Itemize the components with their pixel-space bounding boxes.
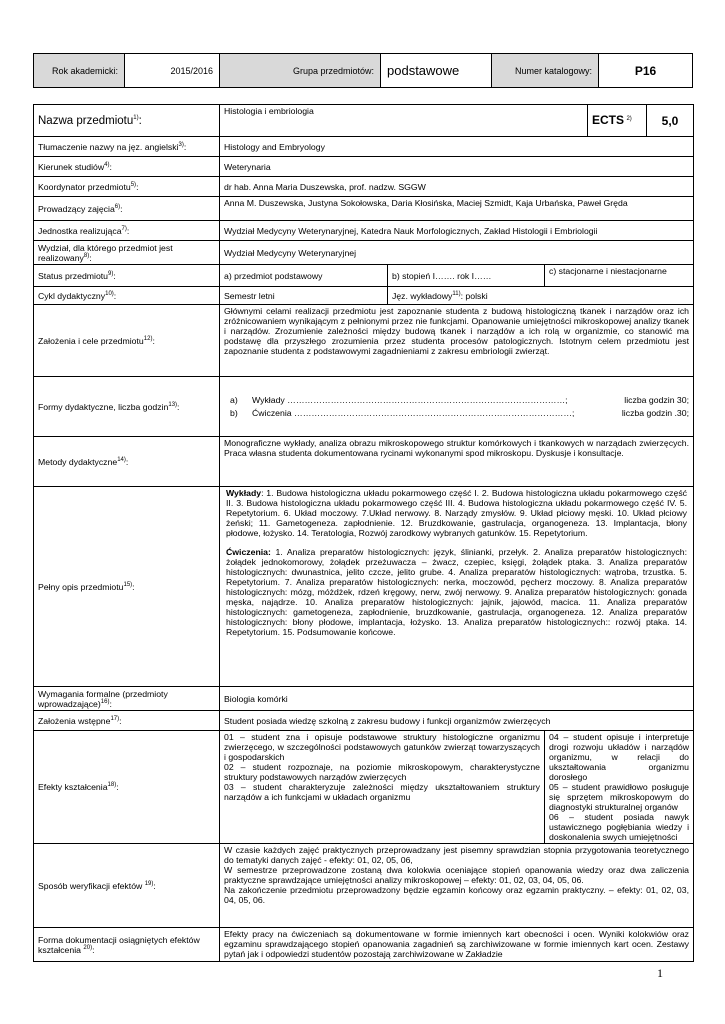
metody-value: Monograficzne wykłady, analiza obrazu mikroskopowego struktur komórkowych i tkankowych w narządach zwierzęcych. Praca własna studenta dokumentowana rycinami wykonanymi spod mikroskopu. Dyskusje i konsultacje.	[220, 437, 694, 487]
kierunek-label: Kierunek studiów	[38, 161, 105, 172]
header-table	[33, 53, 693, 88]
zalozenia-wst-label: Założenia wstępne	[38, 715, 111, 726]
forma-dok-value: Efekty pracy na ćwiczeniach są dokumentowane w formie imiennych kart obecności i ocen. Wyniki kolokwiów oraz egzaminu sprawdzającego stopień opanowania zagadnień są zarchiwizowane w formie imiennych kart ocen. Zestawy pytań jak i odpowiedzi studentów pozostają zarchiwizowane w Zakładzie	[220, 928, 694, 962]
formy-item-cwiczenia: b) Ćwiczenia ……………………………………………………………………………………; liczba godzin .30;	[230, 408, 690, 418]
wydzial-value: Wydział Medycyny Weterynaryjnej	[220, 241, 694, 265]
ects-label: ECTS	[592, 113, 625, 127]
row-nazwa: Nazwa przedmiotu$^{1)}$: Histologia i embriologia ECTS $^{2)}$ 5,0	[34, 105, 694, 137]
grupa-value: podstawowe	[381, 54, 492, 88]
koordynator-value: dr hab. Anna Maria Duszewska, prof. nadzw. SGGW	[220, 177, 694, 197]
prowadzacy-label: Prowadzący zajęcia	[38, 203, 115, 214]
status-c: c) stacjonarne i niestacjonarne	[545, 265, 694, 287]
tlumaczenie-value: Histology and Embryology	[220, 137, 694, 157]
ects-value: 5,0	[647, 105, 694, 137]
zalozenia-label: Założenia i cele przedmiotu	[38, 335, 144, 346]
jednostka-label: Jednostka realizująca	[38, 225, 122, 236]
grupa-label: Grupa przedmiotów:	[220, 54, 381, 88]
wymagania-label: Wymagania formalne (przedmioty wprowadzające)	[38, 688, 168, 709]
pelny-cwiczenia: Ćwiczenia: 1. Analiza preparatów histologicznych: język, ślinianki, przełyk. 2. Analiza preparatów histologicznych: żołądek jednokomorowy, żołądek przeżuwacza – żwacz, czepiec, księgi, żołądek ptaka. 3. Analiza preparatów histologicznych: dwunastnica, jelito czcze, jelito grube. 4. Analiza preparatów histologicznych: wątroba, trzustka. 5. Repetytorium. 7. Analiza preparatów histologicznych: nerka, moczowód, pęcherz moczowy. 8. Analiza preparatów histologicznych: mózg, móżdżek, rdzeń kręgowy, nerw, zwój nerwowy. 9. Analiza preparatów histologicznych: gonada męska, najądrze. 10. Analiza preparatów histologicznych: jajnik, jajowód, macica. 11. Analiza preparatów histologicznych: gametogeneza, zapłodnienie, bruzdkowanie, gastrulacja, organogeneza. 12. Analiza preparatów histologicznych: błony płodowe, implantacja, łożysko. 13. Analiza preparatów histologicznych:: rozwój ptaka. 14. Repetytorium. 15. Podsumowanie końcowe.	[226, 547, 688, 637]
pelny-label: Pełny opis przedmiotu	[38, 581, 124, 592]
tlumaczenie-label: Tłumaczenie nazwy na jęz. angielski	[38, 141, 179, 152]
wymagania-value: Biologia komórki	[220, 687, 694, 711]
zalozenia-value: Głównymi celami realizacji przedmiotu jest zapoznanie studenta z budową histologiczną tkanek i narządów oraz ich zróżnicowaniem wynikającym z pełnionymi przez nie funkcjami. Opanowanie umiejętności mikroskopowej analizy tkanek i narządów. Zrozumienie zależności między budową tkanek i narządów a ich rolą w organizmie, co stanowić ma podstawę dla przyszłego zrozumienia przez studenta procesów patologicznych. Istotnym celem przedmiotu jest zapoznanie studenta z podstawowymi zagadnieniami z zakresu embriologii zwierząt.	[220, 305, 694, 377]
jezyk-label: Jęz. wykładowy	[392, 290, 453, 301]
nazwa-value: Histologia i embriologia	[220, 105, 588, 137]
jednostka-value: Wydział Medycyny Weterynaryjnej, Katedra Nauk Morfologicznych, Zakład Histologii i Embriologii	[220, 221, 694, 241]
formy-item-wyklady: a) Wykłady ……………………………………………………………………………………; liczba godzin 30;	[230, 395, 690, 405]
rok-label: Rok akademicki:	[34, 54, 125, 88]
status-a: a) przedmiot podstawowy	[220, 265, 388, 287]
status-b: b) stopień I……. rok I……	[388, 265, 545, 287]
sposob-label: Sposób weryfikacji efektów	[38, 880, 143, 891]
forma-dok-label: Forma dokumentacji osiągniętych efektów kształcenia	[38, 934, 200, 955]
formy-label: Formy dydaktyczne, liczba godzin	[38, 401, 169, 412]
syllabus-table: Nazwa przedmiotu$^{1)}$: Histologia i embriologia ECTS $^{2)}$ 5,0 Tłumaczenie nazwy na jęz. angielski$^{3)}$: Histology and Embryology Kierunek studiów$^{4)}$: Weterynaria Koordynator przedmiotu$^{5)}$: dr hab. Anna Maria Duszewska, prof. nadzw. SGGW Prowadzący zajęcia$^{6)}$: Anna M. Duszewska, Justyna Sokołowska, Daria Kłosińska, Maciej Szmidt, Kaja Urbańska, Paweł Gręda Jednostka realizująca$^{7)}$: Wydział Medycyny Weterynaryjnej, Katedra Nauk Morfologicznych, Zakład Histologii i Embriologii Wydział, dla którego przedmiot jest realizowany$^{8)}$: Wydział Medycyny Weterynaryjnej Status przedmiotu$^{9)}$: a) przedmiot podstawowy b) stopień I……. rok I…… c) stacjonarne i niestacjonarne Cykl dydaktyczny$^{10)}$: Semestr letni Jęz. wykładowy$^{11)}$: polski Założenia i cele przedmiotu$^{12)}$: Głównymi celami realizacji przedmiotu jest zapoznanie studenta z budową histologiczną tkanek i narządów oraz ich zróżnicowaniem wynikającym z pełnionymi przez nie funkcjami. Opanowanie umiejętności mikroskopowej analizy tkanek i narządów. Zrozumienie zależności między budową tkanek i narządów a ich rolą w organizmie, co stanowić ma podstawę dla przyszłego zrozumienia przez studenta procesów patologicznych. Istotnym celem przedmiotu jest zapoznanie studenta z podstawowymi zagadnieniami z zakresu embriologii zwierząt. Formy dydaktyczne, liczba godzin$^{13)}$: a) Wykłady ……………………………………………………………………………………; liczba godzin 30; b) Ćwiczenia ……………………………………………………………………………………; liczba godzin .30; Metody dydaktyczne$^{14)}$: Monograficzne wykłady, analiza obrazu mikroskopowego struktur komórkowych i tkankowych w narządach zwierzęcych. Praca własna studenta dokumentowana rycinami wykonanymi spod mikroskopu. Dyskusje i konsultacje. Pełny opis przedmiotu$^{15)}$: Wykłady: 1. Budowa histologiczna układu pokarmowego część I. 2. Budowa histologiczna układu pokarmowego część II. 3. Budowa histologiczna układu pokarmowego część III. 4. Budowa histologiczna układu pokarmowego część IV. 5. Repetytorium. 6. Układ moczowy. 7.Układ nerwowy. 8. Narządy zmysłów. 9. Układ płciowy męski. 10. Układ płciowy żeński; 11. Gametogeneza. zapłodnienie. 12. Bruzdkowanie, gastrulacja, organogeneza. 13. Implantacja, błony płodowe, łożysko. 14. Teratologia, Rozwój zarodkowy wybranych gatunków. 15. Repetytorium. Ćwiczenia: 1. Analiza preparatów histologicznych: język, ślinianki, przełyk. 2. Analiza preparatów histologicznych: żołądek jednokomorowy, żołądek przeżuwacza – żwacz, czepiec, księgi, żołądek ptaka. 3. Analiza preparatów histologicznych: dwunastnica, jelito czcze, jelito grube. 4. Analiza preparatów histologicznych: wątroba, trzustka. 5. Repetytorium. 7. Analiza preparatów histologicznych: nerka, moczowód, pęcherz moczowy. 8. Analiza preparatów histologicznych: mózg, móżdżek, rdzeń kręgowy, nerw, zwój nerwowy. 9. Analiza preparatów histologicznych: gonada męska, najądrze. 10. Analiza preparatów histologicznych: jajnik, jajowód, macica. 11. Analiza preparatów histologicznych: gametogeneza, zapłodnienie, bruzdkowanie, gastrulacja, organogeneza. 12. Analiza preparatów histologicznych: błony płodowe, implantacja, łożysko. 13. Analiza preparatów histologicznych:: rozwój ptaka. 14. Repetytorium. 15. Podsumowanie końcowe. Wymagania formalne (przedmioty wprowadzające)$^{16)}$: Biologia komórki Założenia wstępne$^{17)}$: Student posiada wiedzę szkolną z zakresu budowy i funkcji organizmów zwierzęcych Efekty kształcenia$^{18)}$: 01 – student zna i opisuje podstawowe struktury histologiczne organizmu zwierzęcego, w szczególności podstawowych gatunków zwierząt towarzyszących i gospodarskich 02 – student rozpoznaje, na poziomie mikroskopowym, charakterystyczne struktury podstawowych narządów zwierzęcych 03 – student charakteryzuje zależności między ukształtowaniem struktury narządów a ich funkcjami w układach organizmu 04 – student opisuje i interpretuje drogi rozwoju układów i narządów organizmu, w relacji do ukształtowania organizmu dorosłego 05 – student prawidłowo posługuje się sprzętem mikroskopowym do diagnostyki strukturalnej organów 06 – student posiada nawyk ustawicznego pogłębiania wiedzy i doskonalenia swych umiejętności Sposób weryfikacji efektów $^{19)}$: W czasie każdych zajęć praktycznych przeprowadzany jest pisemny sprawdzian stopnia przygotowania teoretycznego do tematyki danych zajęć - efekty: 01, 02, 05, 06, W semestrze przeprowadzone zostaną dwa kolokwia oceniające stopień opanowania wiedzy oraz dwa zaliczenia praktyczne sprawdzające umiejętności analizy mikroskopowej – efekty: 01, 02, 03, 04, 05, 06. Na zakończenie przedmiotu przeprowadzony będzie egzamin końcowy oraz egzamin praktyczny. – efekty: 01, 02, 03, 04, 05, 06. Forma dokumentacji osiągniętych efektów kształcenia $^{20)}$: Efekty pracy na ćwiczeniach są dokumentowane w formie imiennych kart obecności i ocen. Wyniki kolokwiów oraz egzaminu sprawdzającego stopień opanowania zagadnień są zarchiwizowane w formie imiennych kart ocen. Zestawy pytań jak i odpowiedzi studentów pozostają zarchiwizowane w Zakładzie	[33, 104, 694, 962]
efekty-right: 04 – student opisuje i interpretuje drogi rozwoju układów i narządów organizmu, w relacji do ukształtowania organizmu dorosłego 05 – student prawidłowo posługuje się sprzętem mikroskopowym do diagnostyki strukturalnej organów 06 – student posiada nawyk ustawicznego pogłębiania wiedzy i doskonalenia swych umiejętności	[545, 731, 694, 844]
numer-label: Numer katalogowy:	[492, 54, 599, 88]
numer-value: P16	[599, 54, 693, 88]
jezyk-value: : polski	[460, 290, 488, 301]
status-label: Status przedmiotu	[38, 270, 109, 281]
wydzial-label: Wydział, dla którego przedmiot jest realizowany	[38, 242, 173, 263]
rok-value: 2015/2016	[125, 54, 220, 88]
page-number: 1	[657, 966, 663, 980]
cykl-label: Cykl dydaktyczny	[38, 290, 106, 301]
prowadzacy-value: Anna M. Duszewska, Justyna Sokołowska, Daria Kłosińska, Maciej Szmidt, Kaja Urbańska, Paweł Gręda	[220, 197, 694, 221]
zalozenia-wst-value: Student posiada wiedzę szkolną z zakresu budowy i funkcji organizmów zwierzęcych	[220, 711, 694, 731]
efekty-label: Efekty kształcenia	[38, 782, 108, 792]
metody-label: Metody dydaktyczne	[38, 456, 118, 467]
sposob-value: W czasie każdych zajęć praktycznych przeprowadzany jest pisemny sprawdzian stopnia przygotowania teoretycznego do tematyki danych zajęć - efekty: 01, 02, 05, 06, W semestrze przeprowadzone zostaną dwa kolokwia oceniające stopień opanowania wiedzy oraz dwa zaliczenia praktyczne sprawdzające umiejętności analizy mikroskopowej – efekty: 01, 02, 03, 04, 05, 06. Na zakończenie przedmiotu przeprowadzony będzie egzamin końcowy oraz egzamin praktyczny. – efekty: 01, 02, 03, 04, 05, 06.	[220, 844, 694, 928]
cykl-semestr: Semestr letni	[220, 287, 388, 305]
koordynator-label: Koordynator przedmiotu	[38, 181, 131, 192]
pelny-wyklady: Wykłady: 1. Budowa histologiczna układu pokarmowego część I. 2. Budowa histologiczna układu pokarmowego część II. 3. Budowa histologiczna układu pokarmowego część III. 4. Budowa histologiczna układu pokarmowego część IV. 5. Repetytorium. 6. Układ moczowy. 7.Układ nerwowy. 8. Narządy zmysłów. 9. Układ płciowy męski. 10. Układ płciowy żeński; 11. Gametogeneza. zapłodnienie. 12. Bruzdkowanie, gastrulacja, organogeneza. 13. Implantacja, błony płodowe, łożysko. 14. Teratologia, Rozwój zarodkowy wybranych gatunków. 15. Repetytorium.	[226, 488, 688, 538]
efekty-left: 01 – student zna i opisuje podstawowe struktury histologiczne organizmu zwierzęcego, w szczególności podstawowych gatunków zwierząt towarzyszących i gospodarskich 02 – student rozpoznaje, na poziomie mikroskopowym, charakterystyczne struktury podstawowych narządów zwierzęcych 03 – student charakteryzuje zależności między ukształtowaniem struktury narządów a ich funkcjami w układach organizmu	[220, 731, 545, 844]
nazwa-label: Nazwa przedmiotu	[38, 114, 134, 127]
kierunek-value: Weterynaria	[220, 157, 694, 177]
